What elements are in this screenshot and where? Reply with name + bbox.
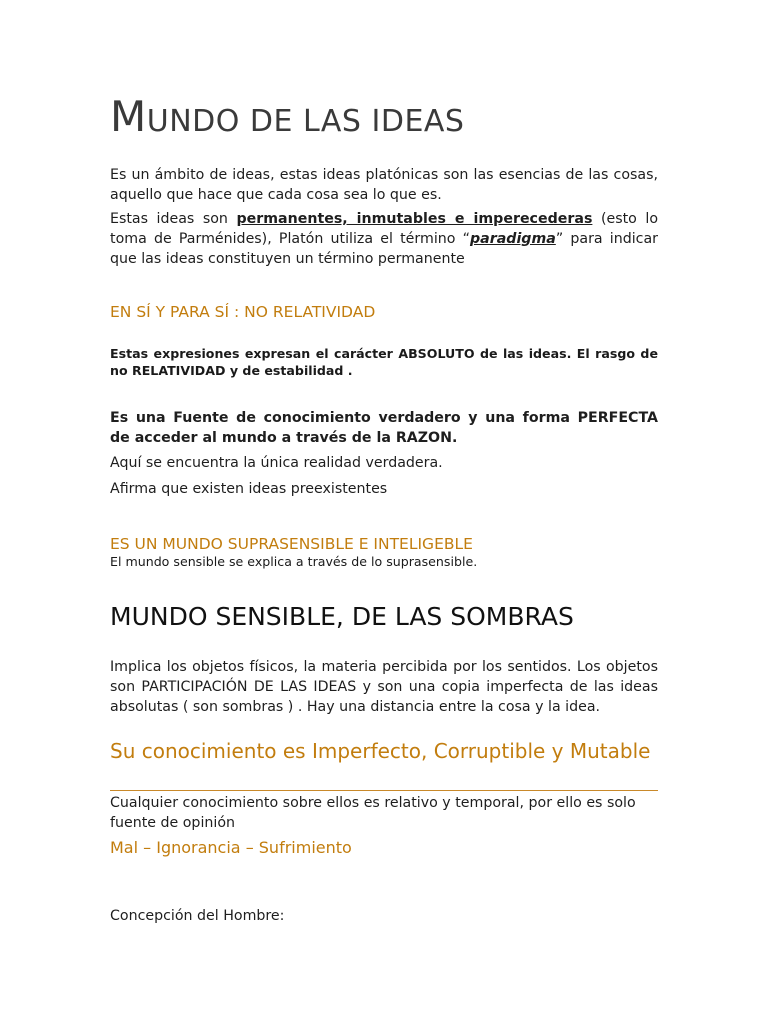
heading-suprasensible: ES UN MUNDO SUPRASENSIBLE E INTELIGEBLE — [110, 535, 473, 553]
paragraph-realidad: Aquí se encuentra la única realidad verdadera. — [110, 455, 443, 471]
title-initial: M — [110, 92, 147, 141]
paragraph-preexistentes: Afirma que existen ideas preexistentes — [110, 481, 388, 497]
paragraph-suprasensible: El mundo sensible se explica a través de lo suprasensible. — [110, 554, 478, 569]
emphasis-paradigma: paradigma — [469, 231, 556, 247]
paragraph-objetos: Implica los objetos físicos, la materia percibida por los sentidos. Los objetos son PARTICIPACIÓN DE LAS IDEAS y son una copia imperfecta de las ideas absolutas ( son sombras ) . Hay una distancia entre la cosa y la idea. — [110, 659, 658, 715]
emphasis-permanentes: permanentes, inmutables e imperecederas — [236, 211, 593, 227]
paragraph-concepcion: Concepción del Hombre: — [110, 908, 285, 924]
title-rest: UNDO DE LAS IDEAS — [146, 104, 465, 139]
heading-mal: Mal – Ignorancia – Sufrimiento — [110, 838, 352, 857]
paragraph-permanentes: Estas ideas son permanentes, inmutables e imperecederas (esto lo toma de Parménides), Platón utiliza el término “paradigma” para indicar que las ideas constituyen un término permanente — [110, 211, 659, 267]
paragraph-opinion: Cualquier conocimiento sobre ellos es relativo y temporal, por ello es solo fuente de opinión — [110, 795, 636, 831]
paragraph-absoluto: Estas expresiones expresan el carácter ABSOLUTO de las ideas. El rasgo de no RELATIVIDAD y de estabilidad . — [110, 346, 658, 378]
page-title — [110, 92, 464, 141]
paragraph-fuente: Es una Fuente de conocimiento verdadero y una forma PERFECTA de acceder al mundo a través de la RAZON. — [110, 410, 658, 446]
heading-conocimiento: Su conocimiento es Imperfecto, Corruptible y Mutable — [110, 739, 651, 763]
heading-mundo-sensible: MUNDO SENSIBLE, DE LAS SOMBRAS — [110, 602, 574, 631]
heading-absoluto: EN SÍ Y PARA SÍ : NO RELATIVIDAD — [110, 303, 376, 321]
paragraph-ambito: Es un ámbito de ideas, estas ideas platónicas son las esencias de las cosas, aquello que hace que cada cosa sea lo que es. — [110, 167, 658, 203]
heading-underline-rule — [110, 790, 658, 791]
